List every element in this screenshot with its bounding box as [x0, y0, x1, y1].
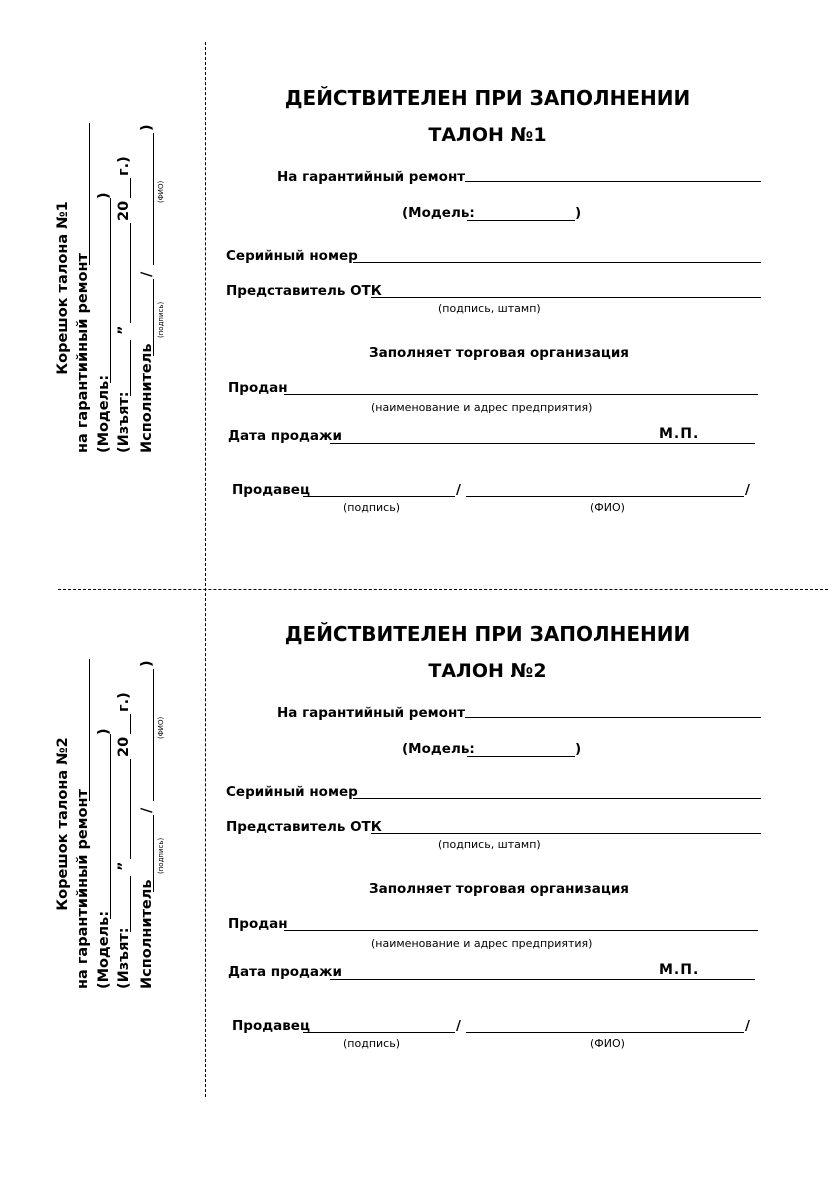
- stub-warranty-line[interactable]: [89, 659, 90, 801]
- seller-sign-line[interactable]: [303, 1032, 455, 1033]
- seller-slash: /: [456, 1018, 461, 1034]
- stub-fio-caption: (ФИО): [157, 180, 165, 203]
- model-close: ): [575, 205, 582, 221]
- stub-taken-label: (Изъят:: [116, 927, 132, 989]
- sale-date-field-line[interactable]: [330, 443, 755, 444]
- seller-sign-line[interactable]: [303, 496, 455, 497]
- seller-end-slash: /: [745, 1018, 750, 1034]
- stub-title: Корешок талона №1: [55, 201, 71, 375]
- ticket-stub-1: [55, 123, 185, 453]
- sold-field-line[interactable]: [284, 394, 758, 395]
- serial-field-line[interactable]: [353, 798, 761, 799]
- trade-org-note: Заполняет торговая организация: [369, 345, 629, 361]
- stub-year-prefix: 20: [116, 200, 132, 221]
- stub-quote: ”: [116, 861, 132, 871]
- seller-sign-caption: (подпись): [343, 501, 400, 514]
- seller-fio-line[interactable]: [466, 1032, 744, 1033]
- warranty-ticket-2: [0, 536, 839, 1076]
- validity-heading: ДЕЙСТВИТЕЛЕН ПРИ ЗАПОЛНЕНИИ: [284, 86, 691, 110]
- stub-day-line[interactable]: [130, 876, 131, 932]
- seller-sign-caption: (подпись): [343, 1037, 400, 1050]
- sold-label: Продан: [228, 380, 288, 396]
- warranty-label: На гарантийный ремонт: [277, 169, 466, 185]
- sold-field-line[interactable]: [284, 930, 758, 931]
- serial-field-line[interactable]: [353, 262, 761, 263]
- stub-model-label: (Модель:: [96, 374, 112, 453]
- stub-year-prefix: 20: [116, 736, 132, 757]
- otk-label: Представитель ОТК: [226, 283, 382, 299]
- model-close: ): [575, 741, 582, 757]
- ticket-title: ТАЛОН №2: [428, 660, 547, 682]
- stub-fio-caption: (ФИО): [157, 716, 165, 739]
- stub-model-label: (Модель:: [96, 910, 112, 989]
- seller-fio-line[interactable]: [466, 496, 744, 497]
- trade-org-note: Заполняет торговая организация: [369, 881, 629, 897]
- otk-field-line[interactable]: [371, 297, 761, 298]
- model-field-line[interactable]: [467, 756, 575, 757]
- sold-label: Продан: [228, 916, 288, 932]
- stub-performer-label: Исполнитель: [139, 879, 155, 989]
- serial-label: Серийный номер: [226, 784, 358, 800]
- stub-month-line[interactable]: [130, 759, 131, 859]
- warranty-ticket-1: [0, 0, 839, 540]
- otk-caption: (подпись, штамп): [438, 838, 541, 851]
- ticket-stub-2: [55, 659, 185, 989]
- stub-sign-line[interactable]: [153, 815, 154, 892]
- stub-slash: /: [139, 807, 155, 813]
- seller-label: Продавец: [232, 482, 310, 498]
- stub-close: ): [139, 124, 155, 131]
- stamp-place-label: М.П.: [659, 426, 700, 442]
- stub-year-line[interactable]: [130, 714, 131, 734]
- otk-field-line[interactable]: [371, 833, 761, 834]
- stub-sign-line[interactable]: [153, 279, 154, 356]
- model-label: (Модель:: [402, 741, 475, 757]
- stub-close: ): [139, 660, 155, 667]
- seller-slash: /: [456, 482, 461, 498]
- stub-sign-caption: (подпись): [157, 301, 165, 338]
- stub-fio-line[interactable]: [153, 133, 154, 265]
- warranty-label: На гарантийный ремонт: [277, 705, 466, 721]
- stub-month-line[interactable]: [130, 223, 131, 323]
- stub-fio-line[interactable]: [153, 669, 154, 801]
- stub-model-line[interactable]: [110, 198, 111, 383]
- stub-title: Корешок талона №2: [55, 737, 71, 911]
- stub-warranty-label: на гарантийный ремонт: [75, 253, 91, 453]
- seller-label: Продавец: [232, 1018, 310, 1034]
- stub-warranty-line[interactable]: [89, 123, 90, 265]
- stub-year-line[interactable]: [130, 178, 131, 198]
- stub-quote: ”: [116, 325, 132, 335]
- stub-year-suffix: г.): [116, 156, 132, 176]
- stub-taken-label: (Изъят:: [116, 391, 132, 453]
- sold-caption: (наименование и адрес предприятия): [371, 401, 593, 414]
- otk-caption: (подпись, штамп): [438, 302, 541, 315]
- seller-end-slash: /: [745, 482, 750, 498]
- warranty-field-line[interactable]: [465, 717, 761, 718]
- warranty-field-line[interactable]: [465, 181, 761, 182]
- stub-slash: /: [139, 271, 155, 277]
- stub-sign-caption: (подпись): [157, 837, 165, 874]
- seller-fio-caption: (ФИО): [590, 1037, 625, 1050]
- validity-heading: ДЕЙСТВИТЕЛЕН ПРИ ЗАПОЛНЕНИИ: [284, 622, 691, 646]
- ticket-title: ТАЛОН №1: [428, 124, 547, 146]
- stamp-place-label: М.П.: [659, 962, 700, 978]
- stub-model-line[interactable]: [110, 734, 111, 919]
- stub-model-close: ): [96, 728, 112, 735]
- sale-date-field-line[interactable]: [330, 979, 755, 980]
- stub-year-suffix: г.): [116, 692, 132, 712]
- stub-model-close: ): [96, 192, 112, 199]
- stub-warranty-label: на гарантийный ремонт: [75, 789, 91, 989]
- seller-fio-caption: (ФИО): [590, 501, 625, 514]
- serial-label: Серийный номер: [226, 248, 358, 264]
- stub-day-line[interactable]: [130, 340, 131, 396]
- sold-caption: (наименование и адрес предприятия): [371, 937, 593, 950]
- stub-performer-label: Исполнитель: [139, 343, 155, 453]
- sale-date-label: Дата продажи: [228, 428, 342, 444]
- model-label: (Модель:: [402, 205, 475, 221]
- model-field-line[interactable]: [467, 220, 575, 221]
- sale-date-label: Дата продажи: [228, 964, 342, 980]
- otk-label: Представитель ОТК: [226, 819, 382, 835]
